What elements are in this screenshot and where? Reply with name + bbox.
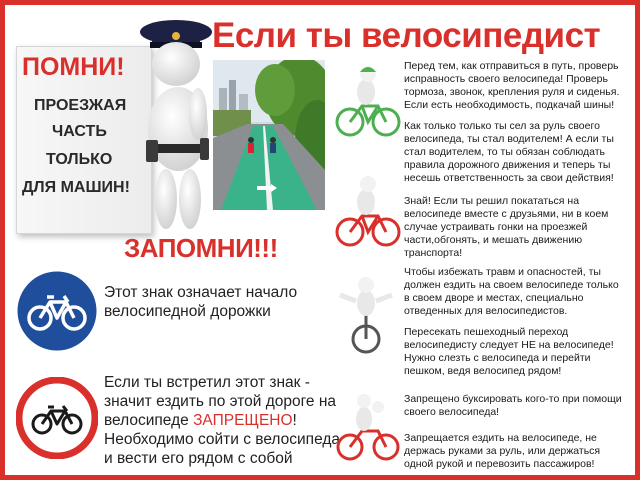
rule-you-are-driver: Как только только ты сел за руль своего велосипеда, ты стал водителем! А если ты стал водителем, то ты обязан соблюдать правила дорожного движения и теперь ты несешь ответственность за свои действия!	[404, 120, 614, 184]
reminder-line: ДЛЯ МАШИН!	[22, 179, 130, 196]
bicycle-path-sign-icon	[16, 270, 98, 352]
police-figure-illustration	[126, 14, 221, 234]
cyclist-helmet-illustration	[332, 62, 402, 142]
page-title: Если ты велосипедист	[212, 16, 601, 55]
reminder-line: ЧАСТЬ	[52, 123, 107, 140]
no-bikes-sign-description	[104, 373, 344, 468]
cyclist-red-bike-illustration	[332, 170, 402, 250]
reminder-line: ТОЛЬКО	[46, 151, 113, 168]
bike-lane-photo	[213, 60, 325, 210]
rule-no-towing: Запрещено буксировать кого-то при помощи своего велосипеда!	[404, 393, 622, 418]
prohibited-highlight: ЗАПРЕЩЕНО	[193, 412, 293, 429]
no-bikes-text-end: ! Необходимо сойти с велосипеда и вести его рядом с собой	[104, 412, 341, 467]
remember-heading: ЗАПОМНИ!!!	[124, 233, 278, 263]
rule-hands-on-bars: Запрещается ездить на велосипеде, не держась руками за руль, или держаться одной рукой и перевозить пассажиров!	[404, 432, 601, 470]
rule-check-bike: Перед тем, как отправиться в путь, проверь исправность своего велосипеда! Проверь тормоза, звонок, крепления руля и сиденья. Если есть необходимость, подкачай шины!	[404, 60, 620, 111]
bike-path-sign-description: Этот знак означает начало велосипедной дорожки	[104, 284, 298, 320]
reminder-heading: ПОМНИ!	[22, 53, 125, 81]
no-bikes-text-start: Если ты встретил этот знак - значит ездить по этой дороге на велосипеде	[104, 374, 337, 429]
rule-safe-places: Чтобы избежать травм и опасностей, ты должен ездить на своем велосипеде только в своем дворе и местах, специально отведенных для велосипедистов.	[404, 266, 619, 317]
unicycle-rider-illustration	[332, 275, 402, 355]
rule-crosswalk: Пересекать пешеходный переход велосипедисту следует НЕ на велосипеде! Нужно слезть с велосипеда и перейти пешком, ведя велосипед рядом!	[404, 326, 614, 377]
rule-no-racing: Знай! Если ты решил покататься на велосипеде вместе с друзьями, ни в коем случае устраивать гонки на проезжей части,обгонять, и мешать движению транспорта!	[404, 195, 609, 259]
no-bicycles-sign-icon	[16, 377, 98, 459]
cyclist-tandem-illustration	[332, 385, 402, 465]
reminder-line: ПРОЕЗЖАЯ	[34, 97, 127, 114]
